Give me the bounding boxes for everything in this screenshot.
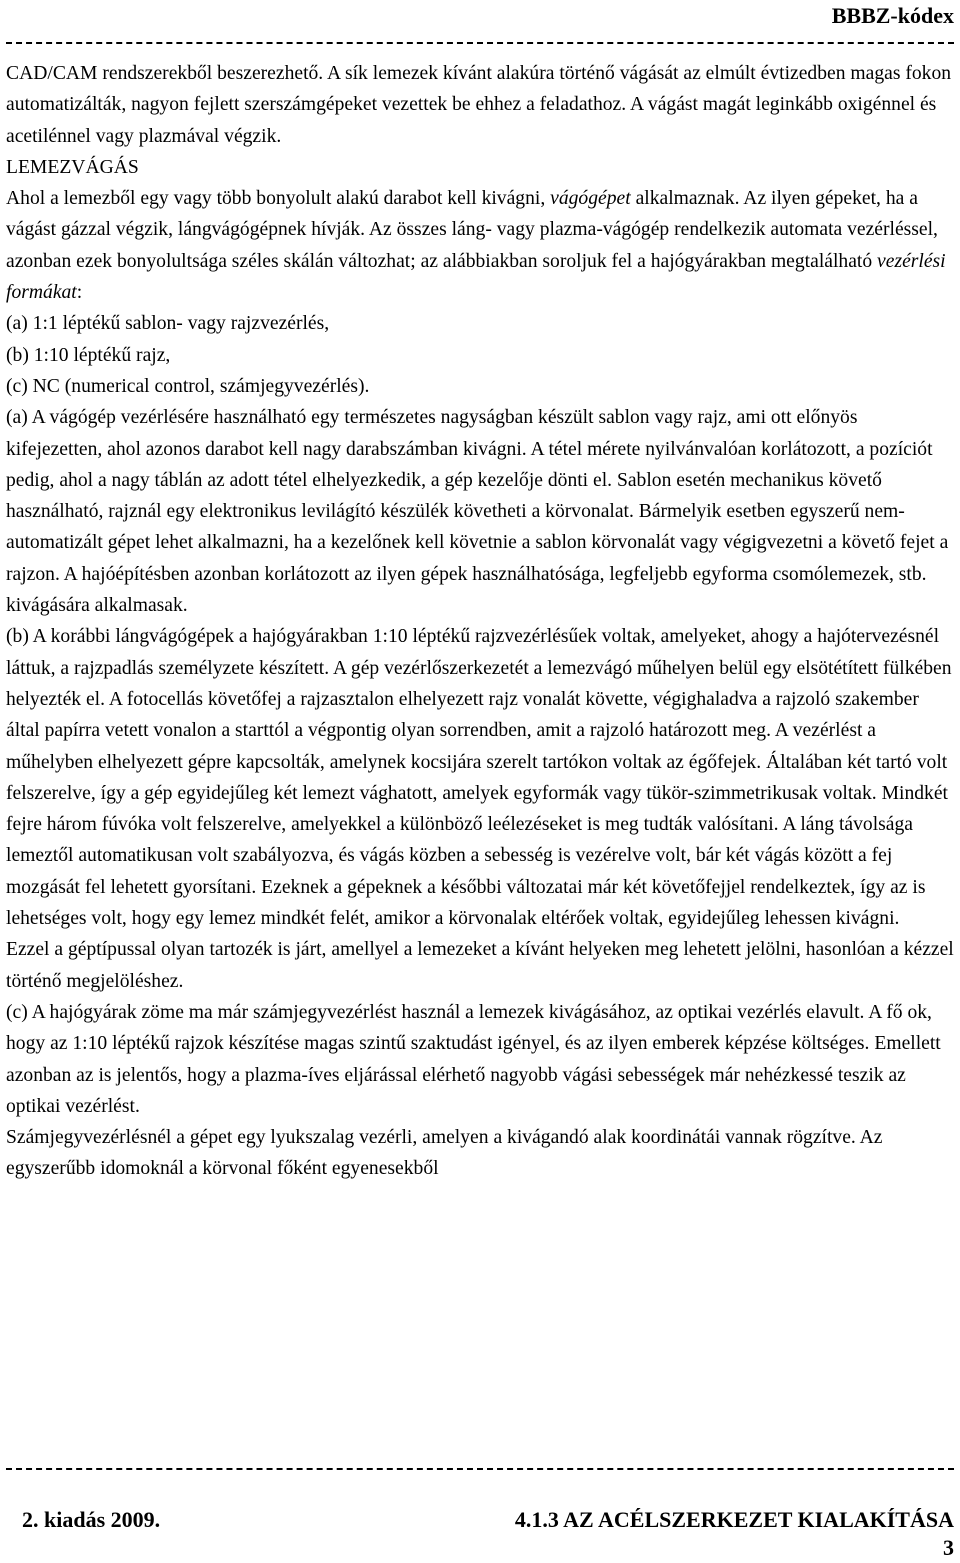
italic-term: vágógépet [550,188,631,210]
footer-dashed-rule [6,1468,954,1470]
paragraph-template-control: (a) A vágógép vezérlésére használható egy természetes nagyságban készült sablon vagy rajz, ami ott előnyös kifejezetten, ahol azonos darabot kell nagy darabszámban kivágni. A tétel mérete nyilvánvalóan korlátozott, a pozíciót pedig, ahol a nagy táblán az adott tétel elhelyezkedik, a gép kezelője dönti el. Sablon esetén mechanikus követő használható, rajznál egy elektronikus levilágító készülék követheti a körvonalat. Bármelyik esetben egyszerű nem-automatizált gépet lehet alkalmazni, ha a kezelőnek kell követnie a sablon körvonalát vagy végigvezetni a követő fejet a rajzon. A hajóépítésben azonban korlátozott az ilyen gépek használhatósága, legfeljebb egyforma csomólemezek, stb. kivágására alkalmasak. [6,407,949,617]
header-dashed-rule [6,42,954,44]
document-code-header: BBBZ-kódex [831,3,954,28]
list-item-c: (c) NC (numerical control, számjegyvezérlés). [6,375,370,397]
paragraph-intro: CAD/CAM rendszerekből beszerezhető. A sík lemezek kívánt alakúra történő vágását az elmúlt évtizedben magas fokon automatizálták, nagyon fejlett szerszámgépeket vezettek be ehhez a feladathoz. A vágást magát leginkább oxigénnel és acetilénnel vagy plazmával végzik. [6,63,952,147]
footer-edition: 2. kiadás 2009. [22,1507,161,1532]
page-body [6,58,954,1185]
paragraph-cutting-machines [6,183,954,308]
section-heading: LEMEZVÁGÁS [6,156,139,178]
text-run: Ahol a lemezből egy vagy több bonyolult alakú darabot kell kivágni, [6,188,551,210]
list-item-b: (b) 1:10 léptékű rajz, [6,344,171,366]
paragraph-marking-accessory: Ezzel a géptípussal olyan tartozék is járt, amellyel a lemezeket a kívánt helyeken meg lehetett jelölni, hasonlóan a kézzel történő megjelöléshez. [6,939,954,992]
footer-chapter-title: 4.1.3 AZ ACÉLSZERKEZET KIALAKÍTÁSA [514,1507,954,1532]
paragraph-punched-tape: Számjegyvezérlésnél a gépet egy lyukszalag vezérli, amelyen a kivágandó alak koordinátái vannak rögzítve. Az egyszerűbb idomoknál a körvonal főként egyenesekből [6,1127,883,1180]
text-run: alkalmaznak. Az ilyen gépeket, ha a vágást gázzal végzik, lángvágógépnek hívják. Az összes láng- vagy plazma-vágógép rendelkezik automata vezérléssel, azonban ezek bonyolultsága széles skálán változhat; az alábbiakban soroljuk fel a hajógyárakban megtalálható [6,188,938,272]
text-run: : [76,282,83,304]
italic-term: vezérlési formákat [6,250,946,304]
paragraph-nc-control: (c) A hajógyárak zöme ma már számjegyvezérlést használ a lemezek kivágásához, az optikai vezérlés elavult. A fő ok, hogy az 1:10 léptékű rajzok készítése magas szintű szaktudást igényel, és az ilyen emberek képzése költséges. Emellett azonban az is jelentős, hogy a plazma-íves eljárással elérhető nagyobb vágási sebességek már nehézkessé teszik az optikai vezérlést. [6,1001,941,1117]
page-number: 3 [943,1535,954,1560]
list-item-a: (a) 1:1 léptékű sablon- vagy rajzvezérlés, [6,313,330,335]
paragraph-drawing-control: (b) A korábbi lángvágógépek a hajógyárakban 1:10 léptékű rajzvezérlésűek voltak, amelyeket, ahogy a hajótervezésnél láttuk, a rajzpadlás személyzete készített. A gép vezérlőszerkezetét a lemezvágó műhelyen belül egy elsötétített fülkében helyezték el. A fotocellás követőfej a rajzasztalon elhelyezett rajz vonalát követte, végighaladva a rajzoló szakember által papírra vetett vonalon a starttól a végpontig olyan sorrendben, amit a rajzoló határozott meg. A vezérlést a műhelyben elhelyezett gépre kapcsolták, amelynek kocsijára szerelt tartókon voltak az égőfejek. Általában két tartó volt felszerelve, így a gép egyidejűleg két lemezt vághatott, amelyek egyformák vagy tükör-szimmetrikusak voltak. Mindkét fejre három fúvóka volt felszerelve, amelyekkel a különböző leélezéseket is meg tudták valósítani. A láng távolsága lemeztől automatikusan volt szabályozva, és vágás közben a sebesség is vezérelve volt, bár két vágás között a fej mozgását fel lehetett gyorsítani. Ezeknek a gépeknek a későbbi változatai már két követőfejjel rendelkeztek, így az is lehetséges volt, hogy egy lemez mindkét felét, amikor a körvonalak eltérőek voltak, egyidejűleg lehessen kivágni. [6,626,952,930]
